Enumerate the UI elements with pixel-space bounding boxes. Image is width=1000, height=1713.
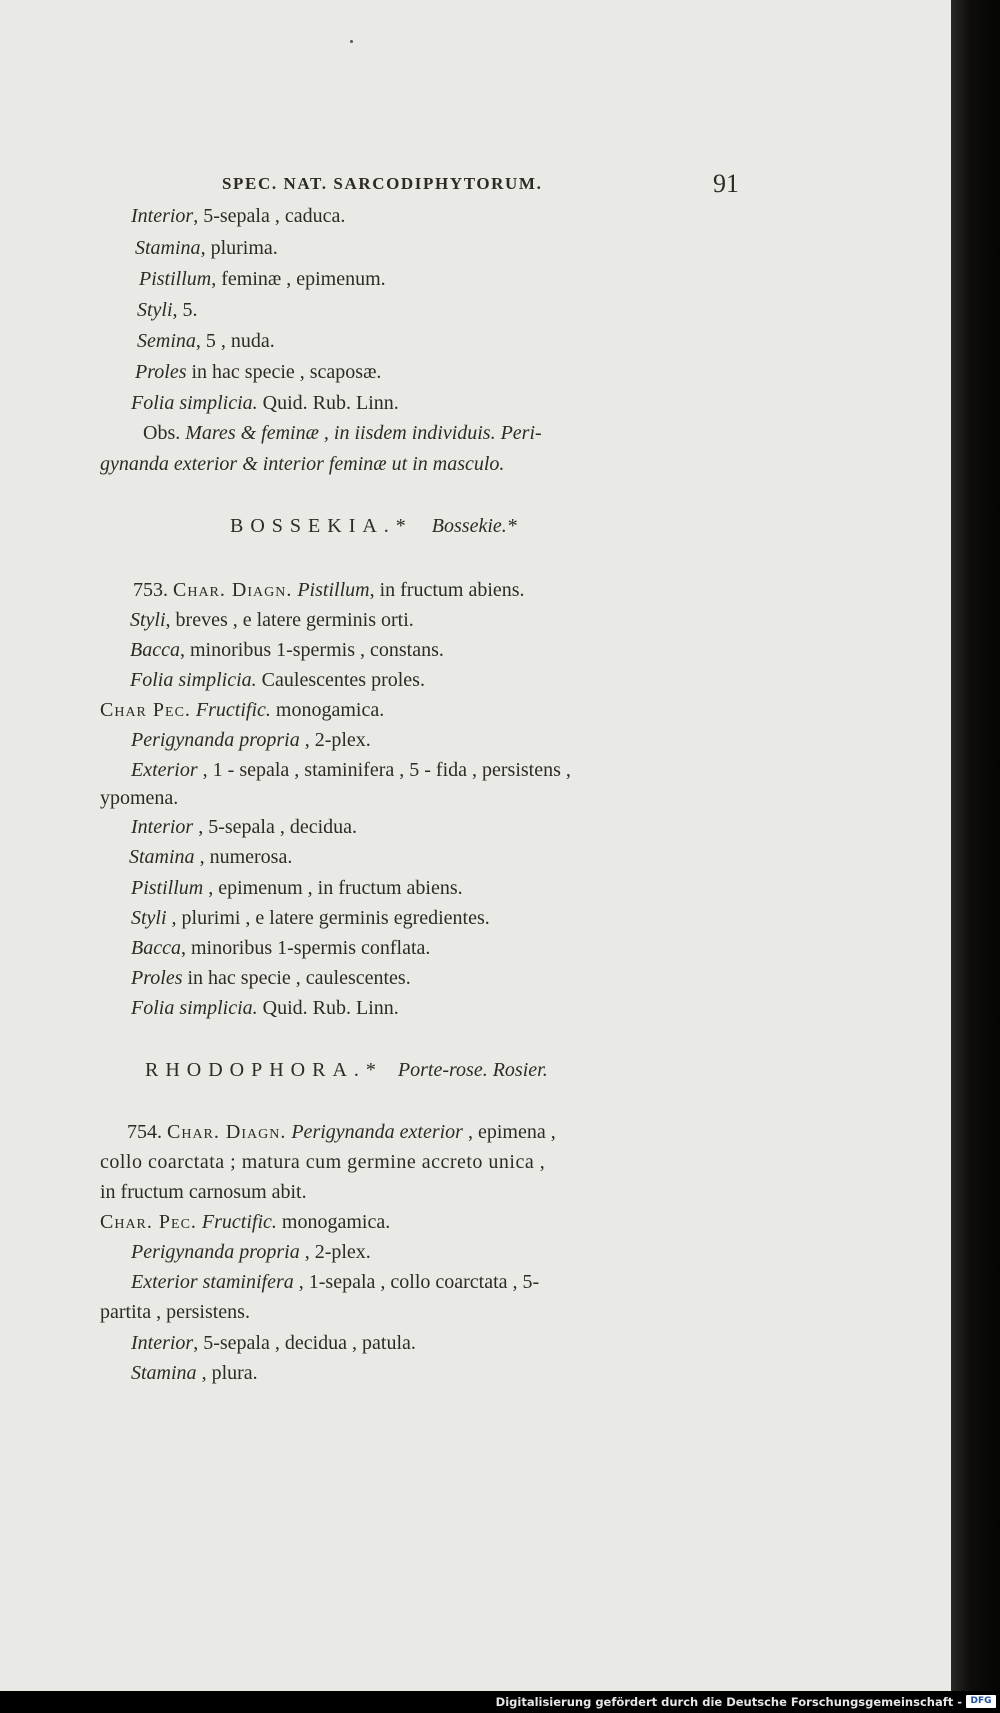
text-line: Styli, breves , e latere germinis orti.	[130, 609, 414, 631]
text-line: Bacca, minoribus 1-spermis , constans.	[130, 639, 444, 661]
text-line: Semina, 5 , nuda.	[137, 330, 275, 352]
text-line: Interior, 5-sepala , caduca.	[131, 205, 346, 227]
genus-heading: RHODOPHORA.* Porte-rose. Rosier.	[145, 1059, 548, 1081]
text-line: Folia simplicia. Caulescentes proles.	[130, 669, 425, 691]
text-line: Styli , plurimi , e latere germinis egredientes.	[131, 907, 490, 929]
text-line: Pistillum , epimenum , in fructum abiens.	[131, 877, 463, 899]
text-line: Folia simplicia. Quid. Rub. Linn.	[131, 392, 399, 414]
text-line: Styli, 5.	[137, 299, 198, 321]
text-line: Stamina, plurima.	[135, 237, 278, 259]
text-line: Stamina , numerosa.	[129, 846, 293, 868]
text-line: Perigynanda propria , 2-plex.	[131, 729, 371, 751]
text-line: collo coarctata ; matura cum germine accreto unica ,	[100, 1151, 546, 1173]
text-line: Perigynanda propria , 2-plex.	[131, 1241, 371, 1263]
text-line: ypomena.	[100, 787, 179, 809]
text-line: Exterior , 1 - sepala , staminifera , 5 - fida , persistens ,	[131, 759, 571, 781]
text-line: Stamina , plura.	[131, 1362, 258, 1384]
text-line: partita , persistens.	[100, 1301, 250, 1323]
ink-speck	[350, 40, 353, 43]
text-line: 754. Char. Diagn. Perigynanda exterior , epimena ,	[127, 1121, 556, 1143]
text-line: Pistillum, feminæ , epimenum.	[139, 268, 386, 290]
page-edge-shadow	[951, 0, 1000, 1691]
text-line: Proles in hac specie , caulescentes.	[131, 967, 411, 989]
text-line: Proles in hac specie , scaposæ.	[135, 361, 382, 383]
running-title: SPEC. NAT. SARCODIPHYTORUM.	[222, 174, 543, 193]
text-line: Bacca, minoribus 1-spermis conflata.	[131, 937, 431, 959]
text-line: Folia simplicia. Quid. Rub. Linn.	[131, 997, 399, 1019]
text-line: Interior, 5-sepala , decidua , patula.	[131, 1332, 416, 1354]
text-line: Interior , 5-sepala , decidua.	[131, 816, 358, 838]
dfg-logo: DFG	[966, 1695, 996, 1708]
footer-credit: Digitalisierung gefördert durch die Deutsche Forschungsgemeinschaft -	[495, 1695, 962, 1709]
text-line: Char. Pec. Fructific. monogamica.	[100, 1211, 391, 1233]
text-line: gynanda exterior & interior feminæ ut in masculo.	[100, 453, 505, 475]
genus-heading: BOSSEKIA.* Bossekie.*	[230, 515, 517, 537]
page-number: 91	[713, 169, 739, 198]
text-line: Exterior staminifera , 1-sepala , collo coarctata , 5-	[131, 1271, 540, 1293]
digitization-footer	[0, 1691, 1000, 1713]
text-line: 753. Char. Diagn. Pistillum, in fructum abiens.	[133, 579, 525, 601]
text-line: Char Pec. Fructific. monogamica.	[100, 699, 385, 721]
text-line: Obs. Mares & feminæ , in iisdem individuis. Peri-	[143, 422, 542, 444]
text-line: in fructum carnosum abit.	[100, 1181, 307, 1203]
